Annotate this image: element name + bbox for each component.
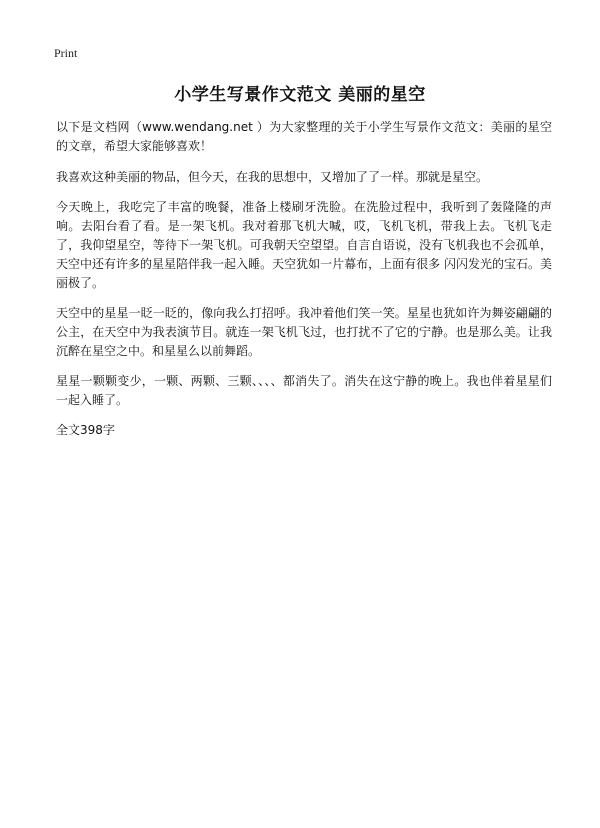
intro-paragraph: 以下是文档网（www.wendang.net ）为大家整理的关于小学生写景作文范文：美丽的星空的文章，希望大家能够喜欢！ (56, 120, 552, 153)
body-paragraph: 我喜欢这种美丽的物品，但今天，在我的思想中，又增加了了一样。那就是星空。 (56, 170, 489, 184)
body-paragraph: 星星一颗颗变少，一颗、两颗、三颗、、、、都消失了。消失在这宁静的晚上。我也伴着星星们一起入睡了。 (56, 374, 552, 407)
print-label: Print (54, 46, 78, 60)
body-paragraph: 今天晚上，我吃完了丰富的晚餐，准备上楼刷牙洗脸。在洗脸过程中，我听到了轰隆隆的声响。去阳台看了看。是一架飞机。我对着那飞机大喊，哎，飞机飞机，带我上去。飞机飞走了，我仰望星空，等待下一架飞机。可我朝天空望望。自言自语说，没有飞机我也不会孤单，天空中还有许多的星星陪伴我一起入睡。天空犹如一片幕布，上面有很多 闪闪发光的宝石。美丽极了。 (56, 200, 552, 290)
article-body (56, 118, 552, 440)
word-count: 全文398字 (56, 423, 115, 437)
document-title: 小学生写景作文范文 美丽的星空 (174, 85, 426, 105)
body-paragraph: 天空中的星星一眨一眨的，像向我么打招呼。我冲着他们笑一笑。星星也犹如许为舞姿翩翩的公主，在天空中为我表演节目。就连一架飞机飞过，也打扰不了它的宁静。也是那么美。让我沉醉在星空之中。和星星么以前舞蹈。 (56, 306, 552, 358)
